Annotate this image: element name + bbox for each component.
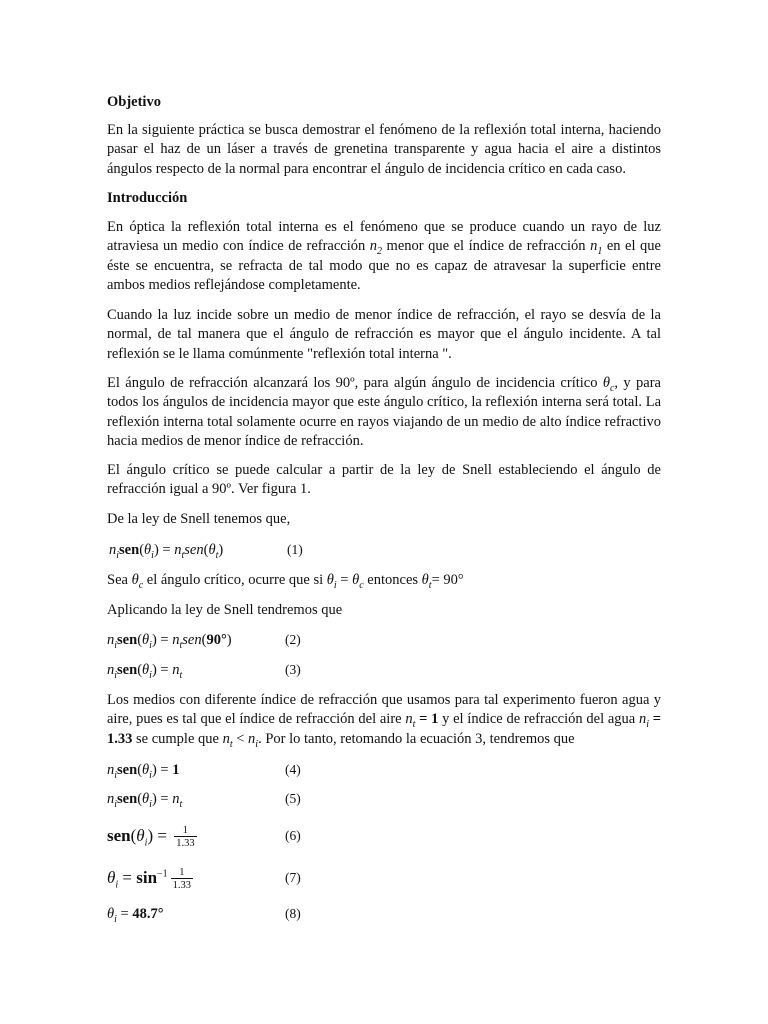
paragraph-objetivo: En la siguiente práctica se busca demostrar el fenómeno de la reflexión total interna, haciendo pasar el haz de un láser a través de grenetina transparente y agua hacia el aire a distintos ángulos respecto de la normal para encontrar el ángulo de incidencia crítico en cada caso. [107, 122, 661, 177]
paragraph-intro-4: El ángulo crítico se puede calcular a partir de la ley de Snell estableciendo el ángulo de refracción igual a 90º. Ver figura 1. [107, 462, 661, 498]
fraction-eq7: $\frac{1}{1.33}$ [172, 867, 192, 892]
equation-8-number: (8) [285, 906, 301, 921]
equation-6-number: (6) [285, 828, 301, 843]
paragraph-intro-1: En óptica la reflexión total interna es el fenómeno que se produce cuando un rayo de luz atraviesa un medio con índice de refracción $n_2$ menor que el índice de refracción $n_1$ en el que éste se encuentra, se refracta de tal modo que no es capaz de atravesar la superficie entre ambos medios reflejándose completamente. [107, 219, 661, 293]
paragraph-medios: Los medios con diferente índice de refracción que usamos para tal experimento fueron agua y aire, pues es tal que el índice de refracción del aire $n_t = 1$ y el índice de refracción del agua $n_i = 1.33$ se cumple que $n_t < n_i$. Por lo tanto, retomando la ecuación 3, tendremos que [107, 692, 661, 750]
equation-1-number: (1) [287, 542, 303, 557]
paragraph-intro-2: Cuando la luz incide sobre un medio de menor índice de refracción, el rayo se desvía de la normal, de tal manera que el ángulo de refracción es mayor que el ángulo incidente. A tal reflexión se le llama comúnmente "reflexión total interna ". [107, 307, 661, 362]
equation-6: $sen(\theta_i)$ = $\frac{1}{1.33}$ (6) [107, 825, 301, 850]
equation-4-number: (4) [285, 762, 301, 777]
equation-3: $n_isen(\theta_i) = n_t$ (3) [107, 662, 301, 681]
aplicando-text: Aplicando la ley de Snell tendremos que [107, 602, 343, 618]
equation-1: $n_isen(\theta_i) = n_tsen(\theta_t)$ (1) [109, 542, 303, 561]
equation-4: $n_isen(\theta_i) = 1$ (4) [107, 762, 301, 781]
equation-5: $n_isen(\theta_i) = n_t$ (5) [107, 791, 301, 810]
equation-2: $n_isen(\theta_i) = n_tsen(90^\circ)$ (2) [107, 632, 301, 651]
equation-8: $\theta_i = 48.7^\circ$ (8) [107, 906, 301, 925]
heading-introduccion: Introducción [107, 190, 188, 206]
equation-7: $\theta_i = \sin^{-1}$ $\frac{1}{1.33}$ (7) [107, 867, 301, 892]
equation-2-number: (2) [285, 632, 301, 647]
equation-5-number: (5) [285, 791, 301, 806]
critical-angle-definition: Sea $\theta_c$ el ángulo crítico, ocurre que si $\theta_i = \theta_c$ entonces $\theta_t= 90^\circ$ [107, 572, 464, 591]
fraction-eq6: $\frac{1}{1.33}$ [176, 825, 195, 850]
paragraph-intro-3: El ángulo de refracción alcanzará los 90º, para algún ángulo de incidencia crítico $\theta_c$, y para todos los ángulos de incidencia mayor que este ángulo crítico, la reflexión interna será total. La reflexión interna total solamente ocurre en rayos viajando de un medio de alto índice refractivo hacia medios de menor índice de refracción. [107, 375, 661, 449]
heading-objetivo: Objetivo [107, 94, 161, 110]
snell-intro-text: De la ley de Snell tenemos que, [107, 511, 291, 527]
equation-3-number: (3) [285, 662, 301, 677]
equation-7-number: (7) [285, 870, 301, 885]
